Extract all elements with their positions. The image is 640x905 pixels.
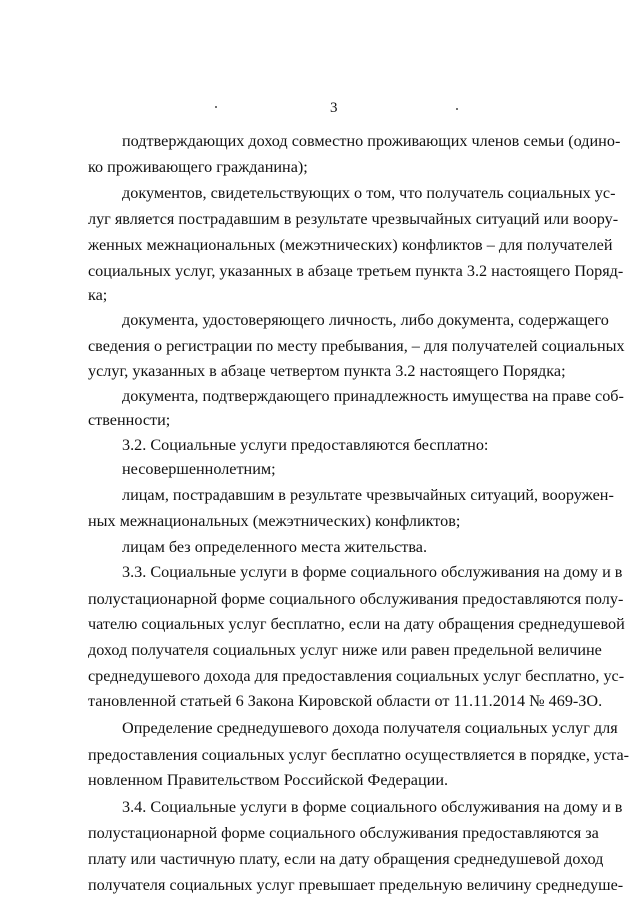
page-number: 3 (330, 100, 338, 116)
text-line: документа, удостоверяющего личность, либо документа, содержащего (122, 311, 609, 329)
text-line: полустационарной форме социального обслуживания предоставляются за (88, 824, 599, 842)
text-line: несовершеннолетним; (122, 460, 276, 478)
text-line: ных межнациональных (межэтнических) конфликтов; (88, 512, 461, 530)
text-line: 3.3. Социальные услуги в форме социального обслуживания на дому и в (122, 563, 623, 581)
text-line: получателя социальных услуг превышает предельную величину среднедуше- (88, 876, 624, 894)
text-line: социальных услуг, указанных в абзаце третьем пункта 3.2 настоящего Поряд- (88, 262, 624, 280)
text-line: среднедушевого дохода для предоставления социальных услуг бесплатно, ус- (88, 667, 625, 685)
text-line: ко проживающего гражданина); (88, 158, 308, 176)
text-line: ственности; (88, 411, 171, 429)
text-line: полустационарной форме социального обслуживания предоставляются полу- (88, 590, 624, 608)
text-line: тановленной статьей 6 Закона Кировской области от 11.11.2014 № 469-ЗО. (88, 692, 603, 710)
scan-speck (456, 108, 458, 110)
text-line: 3.2. Социальные услуги предоставляются бесплатно: (122, 436, 489, 454)
text-line: сведения о регистрации по месту пребывания, – для получателей социальных (88, 337, 625, 355)
text-line: подтверждающих доход совместно проживающих членов семьи (одино- (122, 132, 621, 150)
text-line: 3.4. Социальные услуги в форме социального обслуживания на дому и в (122, 798, 623, 816)
text-line: ка; (88, 286, 108, 304)
scan-speck (215, 106, 217, 108)
text-line: документов, свидетельствующих о том, что получатель социальных ус- (122, 184, 616, 202)
text-line: документа, подтверждающего принадлежность имущества на праве соб- (122, 387, 624, 405)
text-line: луг является пострадавшим в результате чрезвычайных ситуаций или воору- (88, 210, 619, 228)
text-line: доход получателя социальных услуг ниже или равен предельной величине (88, 641, 602, 659)
text-line: предоставления социальных услуг бесплатно осуществляется в порядке, уста- (88, 746, 630, 764)
text-line: плату или частичную плату, если на дату обращения среднедушевой доход (88, 850, 604, 868)
text-line: женных межнациональных (межэтнических) конфликтов – для получателей (88, 236, 613, 254)
text-line: Определение среднедушевого дохода получателя социальных услуг для (122, 719, 618, 737)
text-line: лицам без определенного места жительства. (122, 538, 428, 556)
text-line: чателю социальных услуг бесплатно, если на дату обращения среднедушевой (88, 615, 625, 633)
text-line: лицам, пострадавшим в результате чрезвычайных ситуаций, вооружен- (122, 486, 614, 504)
text-line: новленном Правительством Российской Федерации. (88, 771, 449, 789)
text-line: услуг, указанных в абзаце четвертом пункта 3.2 настоящего Порядка; (88, 362, 566, 380)
